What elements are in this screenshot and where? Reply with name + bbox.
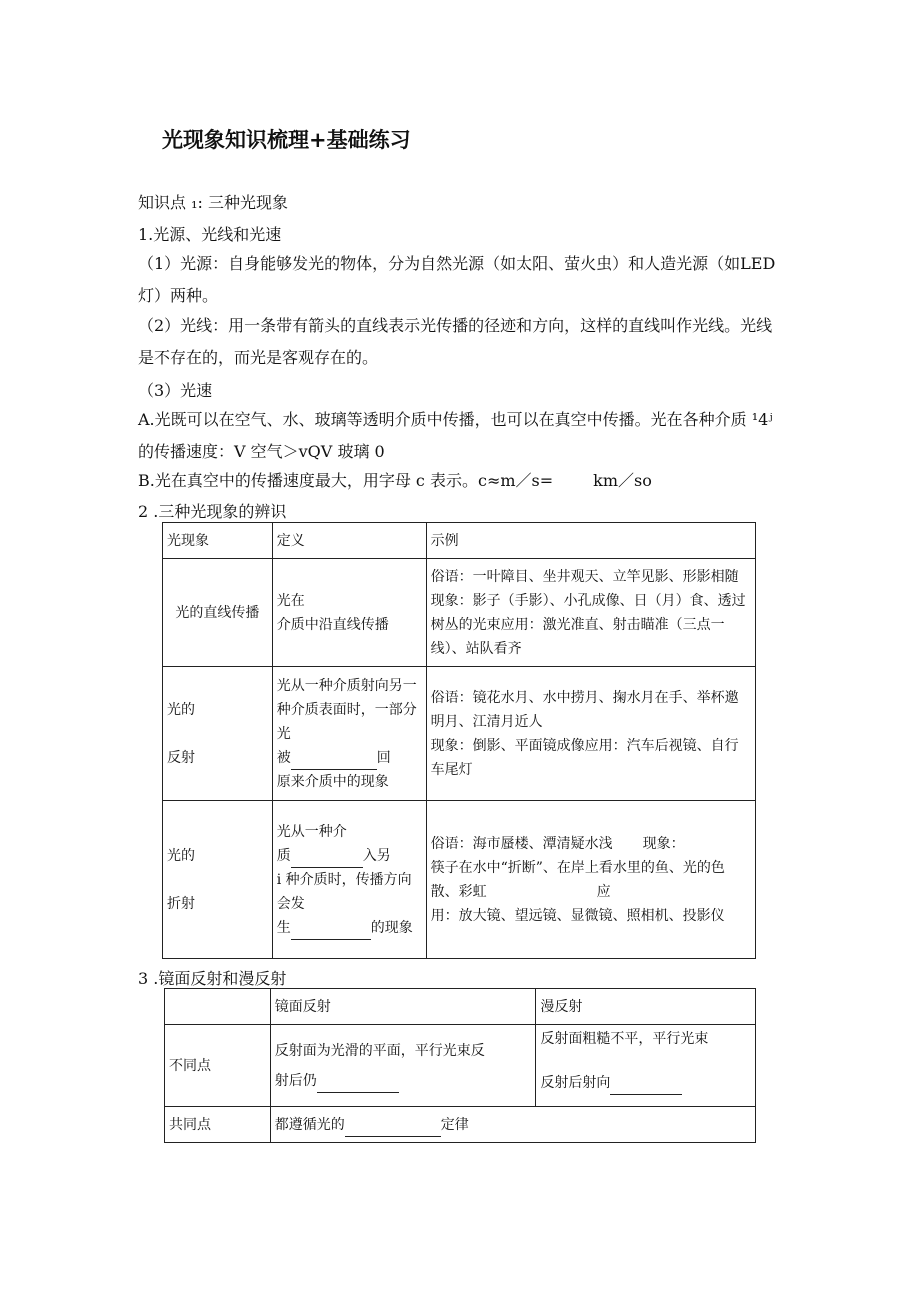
definition-text: 被 bbox=[276, 749, 291, 766]
phenomena-table bbox=[162, 522, 756, 959]
page-title: 光现象知识梳理+基础练习 bbox=[162, 128, 411, 152]
table-row bbox=[163, 559, 756, 667]
fill-blank bbox=[291, 851, 363, 868]
comparison-text: 反射后射向 bbox=[540, 1075, 611, 1091]
example-saying: 俗语：一叶障目、坐井观天、立竿见影、形影相随 bbox=[430, 568, 739, 585]
paragraph-light-speed: （3）光速 bbox=[138, 381, 213, 400]
definition-text: 的现象 bbox=[370, 919, 413, 936]
definition-text: 质 bbox=[276, 847, 291, 864]
table-header-row bbox=[165, 989, 756, 1025]
subheading-reflection-types: 3 .镜面反射和漫反射 bbox=[138, 969, 287, 988]
example-text: 应 bbox=[596, 883, 611, 900]
speed-b-unit: km／so bbox=[593, 471, 652, 490]
comparison-blank-line bbox=[275, 1069, 532, 1093]
definition-line: 原来介质中的现象 bbox=[276, 773, 389, 790]
paragraph-speed-b bbox=[138, 468, 652, 491]
table-header-row bbox=[163, 523, 756, 559]
definition-line: 介质中沿直线传播 bbox=[276, 616, 389, 633]
name-line: 反射 bbox=[167, 749, 195, 766]
comparison-text: 都遵循光的 bbox=[274, 1116, 345, 1133]
name-line: 光的 bbox=[167, 847, 195, 864]
definition-line: 光在 bbox=[276, 592, 305, 609]
comparison-blank-line bbox=[540, 1071, 751, 1095]
row-straight-example bbox=[426, 559, 755, 667]
row-diff-mirror bbox=[270, 1025, 536, 1107]
example-text: 现象： bbox=[642, 835, 685, 852]
name-line: 光的 bbox=[167, 701, 195, 718]
comparison-line: 反射面为光滑的平面，平行光束反 bbox=[274, 1042, 485, 1059]
row-diff-diffuse bbox=[536, 1025, 756, 1107]
row-reflection-example bbox=[426, 667, 755, 801]
fill-blank bbox=[345, 1120, 441, 1137]
example-text: 俗语：海市蜃楼、潭清疑水浅 bbox=[430, 835, 613, 852]
table-row bbox=[165, 1025, 756, 1107]
fill-blank bbox=[291, 753, 377, 770]
table-row bbox=[163, 667, 756, 801]
table-header-definition: 定义 bbox=[272, 523, 426, 559]
comparison-text: 定律 bbox=[440, 1116, 469, 1133]
fill-blank bbox=[317, 1076, 399, 1093]
section-heading: 知识点 ₁: 三种光现象 bbox=[138, 193, 288, 212]
definition-blank-line bbox=[277, 844, 422, 868]
subheading-phenomena: 2 .三种光现象的辨识 bbox=[138, 502, 287, 521]
row-same-content bbox=[270, 1107, 755, 1143]
definition-line: 光从一种介质射向另一种介质表面时，一部分光 bbox=[276, 677, 417, 742]
table-header-empty bbox=[165, 989, 271, 1025]
example-text: 筷子在水中“折断”、在岸上看水里的鱼、光的色散、彩虹 bbox=[430, 859, 725, 900]
example-phenomenon: 现象：倒影、平面镜成像应用：汽车后视镜、自行车尾灯 bbox=[430, 737, 739, 778]
table-header-phenomenon: 光现象 bbox=[163, 523, 273, 559]
row-straight-name: 光的直线传播 bbox=[163, 559, 273, 667]
row-same-label: 共同点 bbox=[165, 1107, 271, 1143]
row-refraction-example bbox=[426, 801, 755, 959]
table-row bbox=[165, 1107, 756, 1143]
example-saying: 俗语：镜花水月、水中捞月、掬水月在手、举杯邀明月、江清月近人 bbox=[430, 689, 739, 730]
row-straight-definition bbox=[272, 559, 426, 667]
row-reflection-definition bbox=[272, 667, 426, 801]
row-refraction-definition bbox=[272, 801, 426, 959]
speed-b-text: B.光在真空中的传播速度最大，用字母 c 表示。c≈m／s= bbox=[138, 471, 554, 490]
definition-line: 光从一种介 bbox=[276, 823, 347, 840]
row-refraction-name bbox=[163, 801, 273, 959]
table-header-diffuse: 漫反射 bbox=[536, 989, 756, 1025]
table-header-mirror: 镜面反射 bbox=[270, 989, 536, 1025]
definition-text: 回 bbox=[376, 749, 391, 766]
table-row bbox=[163, 801, 756, 959]
definition-text: 生 bbox=[276, 919, 291, 936]
subheading-light-source: 1.光源、光线和光速 bbox=[138, 225, 282, 244]
fill-blank bbox=[610, 1078, 682, 1095]
comparison-text: 射后仍 bbox=[274, 1072, 317, 1089]
definition-blank-line bbox=[277, 746, 422, 770]
definition-blank-line bbox=[277, 916, 422, 940]
example-application: 用：放大镜、望远镜、显微镜、照相机、投影仪 bbox=[430, 907, 725, 924]
example-phenomenon: 现象：影子（手影）、小孔成像、日（月）食、透过树丛的光束应用：激光准直、射击瞄准（三点一线）、站队看齐 bbox=[430, 592, 746, 657]
row-reflection-name bbox=[163, 667, 273, 801]
table-header-example: 示例 bbox=[426, 523, 755, 559]
reflection-comparison-table bbox=[164, 988, 756, 1143]
fill-blank bbox=[291, 923, 371, 940]
example-phenomenon bbox=[431, 856, 751, 904]
name-line: 折射 bbox=[167, 895, 195, 912]
paragraph-light-ray: （2）光线：用一条带有箭头的直线表示光传播的径迹和方向，这样的直线叫作光线。光线是不存在的，而光是客观存在的。 bbox=[138, 316, 773, 367]
paragraph-light-source: （1）光源：自身能够发光的物体，分为自然光源（如太阳、萤火虫）和人造光源（如LED灯）两种。 bbox=[138, 254, 776, 305]
paragraph-speed-a: A.光既可以在空气、水、玻璃等透明介质中传播，也可以在真空中传播。光在各种介质 ¹4ʲ 的传播速度：V 空气＞vQV 玻璃 0 bbox=[138, 410, 773, 461]
row-diff-label: 不同点 bbox=[165, 1025, 271, 1107]
example-saying bbox=[431, 832, 751, 856]
definition-line: i 种介质时，传播方向会发 bbox=[276, 871, 412, 912]
definition-text: 入另 bbox=[362, 847, 391, 864]
comparison-line: 反射面粗糙不平，平行光束 bbox=[540, 1031, 709, 1047]
